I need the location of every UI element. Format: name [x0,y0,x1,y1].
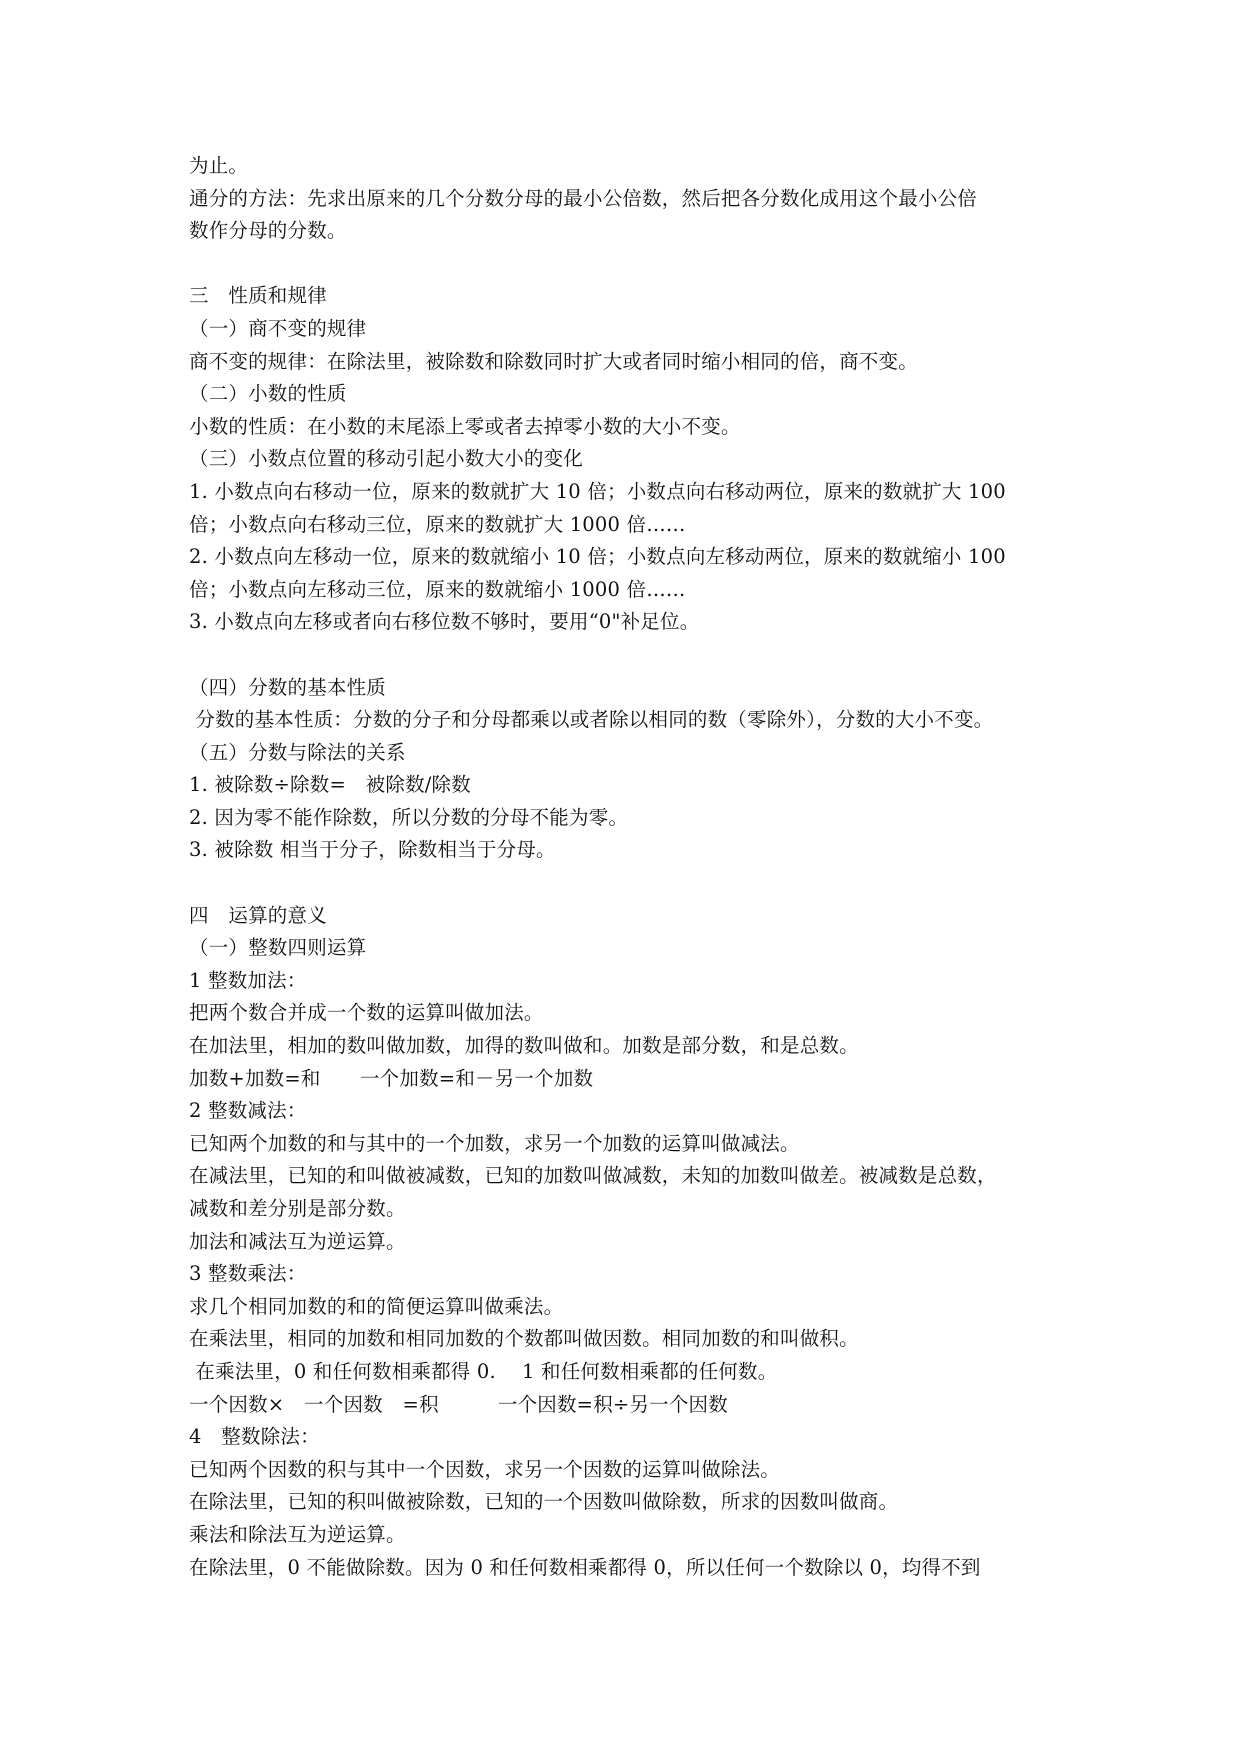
text-line: 把两个数合并成一个数的运算叫做加法。 [189,1001,544,1025]
text-line: 已知两个因数的积与其中一个因数，求另一个因数的运算叫做除法。 [189,1457,781,1481]
text-line: 在乘法里，0 和任何数相乘都得 0. 1 和任何数相乘都的任何数。 [189,1359,778,1383]
text-line: 数作分母的分数。 [189,219,347,243]
text-line: 商不变的规律：在除法里，被除数和除数同时扩大或者同时缩小相同的倍，商不变。 [189,349,918,373]
subsection-heading: （五）分数与除法的关系 [189,740,406,764]
text-line: 乘法和除法互为逆运算。 [189,1522,406,1546]
formula-line: 加数+加数=和 一个加数=和－另一个加数 [189,1066,594,1090]
list-item: 3. 被除数 相当于分子，除数相当于分母。 [189,838,556,862]
subsection-heading: （三）小数点位置的移动引起小数大小的变化 [189,447,584,471]
blank-line [189,639,1069,672]
list-item-continuation: 倍；小数点向左移动三位，原来的数就缩小 1000 倍…… [189,577,686,601]
text-line: 2 整数减法： [189,1099,307,1123]
blank-line [189,248,1069,281]
text-line: 小数的性质：在小数的末尾添上零或者去掉零小数的大小不变。 [189,414,741,438]
text-line: 在减法里，已知的和叫做被减数，已知的加数叫做减数，未知的加数叫做差。被减数是总数， [189,1164,997,1188]
list-item: 1. 被除数÷除数= 被除数/除数 [189,773,471,797]
text-line: 求几个相同加数的和的简便运算叫做乘法。 [189,1294,564,1318]
text-line: 4 整数除法： [189,1425,320,1449]
subsection-heading: （一）商不变的规律 [189,316,367,340]
text-line: 通分的方法：先求出原来的几个分数分母的最小公倍数，然后把各分数化成用这个最小公倍 [189,186,978,210]
text-line: 在除法里，已知的积叫做被除数，已知的一个因数叫做除数，所求的因数叫做商。 [189,1490,899,1514]
list-item: 2. 小数点向左移动一位，原来的数就缩小 10 倍；小数点向左移动两位，原来的数就缩小 100 [189,545,1006,569]
blank-line [189,867,1069,900]
text-line: 加法和减法互为逆运算。 [189,1229,406,1253]
subsection-heading: （四）分数的基本性质 [189,675,387,699]
text-line: 1 整数加法： [189,968,307,992]
text-line: 在乘法里，相同的加数和相同加数的个数都叫做因数。相同加数的和叫做积。 [189,1327,859,1351]
text-line: 为止。 [189,154,249,177]
text-line: 在除法里，0 不能做除数。因为 0 和任何数相乘都得 0，所以任何一个数除以 0，均得不到 [189,1555,981,1579]
text-line: 减数和差分别是部分数。 [189,1197,406,1220]
list-item: 1. 小数点向右移动一位，原来的数就扩大 10 倍；小数点向右移动两位，原来的数就扩大 100 [189,479,1006,503]
list-item: 2. 因为零不能作除数，所以分数的分母不能为零。 [189,805,629,829]
text-line: 3 整数乘法： [189,1262,307,1286]
list-item: 3. 小数点向左移或者向右移位数不够时，要用“0"补足位。 [189,610,700,634]
list-item-continuation: 倍；小数点向右移动三位，原来的数就扩大 1000 倍…… [189,512,686,536]
formula-line: 一个因数× 一个因数 =积 一个因数=积÷另一个因数 [189,1392,728,1416]
subsection-heading: （二）小数的性质 [189,382,347,406]
text-line: 已知两个加数的和与其中的一个加数，求另一个加数的运算叫做减法。 [189,1131,800,1155]
subsection-heading: （一）整数四则运算 [189,936,367,960]
text-line: 分数的基本性质：分数的分子和分母都乘以或者除以相同的数（零除外），分数的大小不变。 [189,708,994,732]
section-heading: 三 性质和规律 [189,284,327,308]
text-line: 在加法里，相加的数叫做加数，加得的数叫做和。加数是部分数，和是总数。 [189,1034,859,1058]
document-body [189,150,1069,1584]
section-heading: 四 运算的意义 [189,903,327,927]
